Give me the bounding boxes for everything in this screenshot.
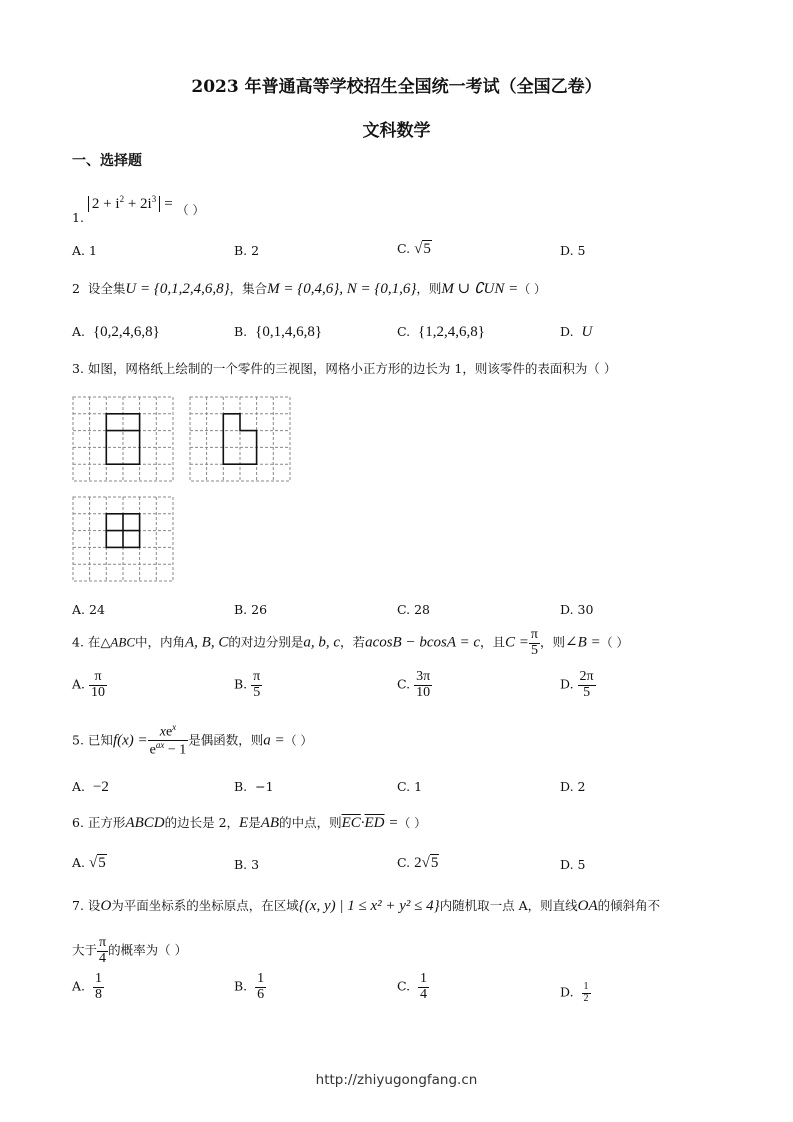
option-2d: D. U	[560, 324, 593, 340]
option-5b: B. −1	[234, 779, 274, 794]
option-6a: A. √5	[72, 855, 106, 871]
option-1c: C. √5	[397, 241, 431, 257]
option-4c: C. $\frac{3\pi}{10}$	[397, 669, 431, 700]
question-7: 7. 设O为平面坐标系的坐标原点，在区域{(x, y) | 1 ≤ x² + y² ≤ 4}内随机取一点 A，则直线OA的倾斜角不	[72, 898, 661, 914]
option-5a: A. −2	[72, 779, 109, 795]
fraction-pi-over-5: $\frac{\pi}{5}$	[530, 627, 538, 658]
option-3d: D. 30	[560, 602, 594, 617]
option-7c: C. $\frac{1}{4}$	[397, 971, 428, 1002]
option-3b: B. 26	[234, 602, 268, 617]
vector-product: $\overline{EC}\cdot\overline{ED}$ =	[341, 815, 399, 831]
top-view-figure	[72, 496, 176, 584]
question-3: 3. 如图，网格纸上绘制的一个零件的三视图，网格小正方形的边长为 1，则该零件的表面积为（ ）	[72, 361, 617, 376]
side-view-figure	[189, 396, 293, 484]
option-4d: D. $\frac{2\pi}{5}$	[560, 669, 594, 700]
question-6: 6. 正方形ABCD的边长是 2，E是AB的中点，则$\overline{EC}\cdot\overline{ED}$ =（ ）	[72, 815, 427, 831]
question-1	[72, 194, 205, 225]
option-4a: A. $\frac{\pi}{10}$	[72, 669, 105, 700]
option-6c: C. 2√5	[397, 855, 439, 871]
option-6b: B. 3	[234, 857, 260, 872]
option-6d: D. 5	[560, 857, 586, 872]
math-abs-expression: $2 + i^2 + 2i^3$	[88, 196, 160, 212]
question-4: 4. 在△ABC中，内角A, B, C的对边分别是a, b, c，若acosB − bcosA = c，且C = $\frac{\pi}{5}$ ，则∠B =（ ）	[72, 627, 629, 658]
option-2c: C. {1,2,4,6,8}	[397, 324, 485, 340]
option-5c: C. 1	[397, 779, 423, 794]
fraction-pi-over-4: $\frac{\pi}{4}$	[99, 935, 107, 966]
option-1d: D. 5	[560, 243, 586, 258]
option-4b: B. $\frac{\pi}{5}$	[234, 669, 261, 700]
option-1b: B. 2	[234, 243, 260, 258]
option-2b: B. {0,1,4,6,8}	[234, 324, 323, 340]
section-heading: 一、选择题	[72, 153, 142, 169]
math-equals: =	[164, 196, 173, 212]
question-2: 2 设全集U = {0,1,2,4,6,8}，集合M = {0,4,6}, N = {0,1,6}，则M ∪ ∁UN =（ ）	[72, 281, 547, 297]
option-7b: B. $\frac{1}{6}$	[234, 971, 265, 1002]
sqrt-symbol: √5	[414, 241, 431, 257]
question-number: 1.	[72, 210, 84, 225]
question-7-line2: 大于 $\frac{\pi}{4}$ 的概率为（ ）	[72, 935, 188, 966]
footer-url: http://zhiyugongfang.cn	[315, 1072, 478, 1088]
option-2a: A. {0,2,4,6,8}	[72, 324, 160, 340]
exam-title: 2023 年普通高等学校招生全国统一考试（全国乙卷）	[191, 77, 602, 97]
front-view-figure	[72, 396, 176, 484]
option-1a: A. 1	[72, 243, 97, 258]
option-5d: D. 2	[560, 779, 586, 794]
option-7d: D. $\frac{1}{2}$	[560, 981, 589, 1004]
option-7a: A. $\frac{1}{8}$	[72, 971, 102, 1002]
exam-subtitle: 文科数学	[362, 121, 431, 141]
question-5: 5. 已知f(x) = $\frac{xe^x}{e^{ax} - 1}$ 是偶函数，则a =（ ）	[72, 722, 313, 758]
option-3c: C. 28	[397, 602, 430, 617]
fraction-fx: $\frac{xe^x}{e^{ax} - 1}$	[149, 722, 187, 758]
answer-paren: （ ）	[176, 203, 205, 217]
option-3a: A. 24	[72, 602, 105, 617]
